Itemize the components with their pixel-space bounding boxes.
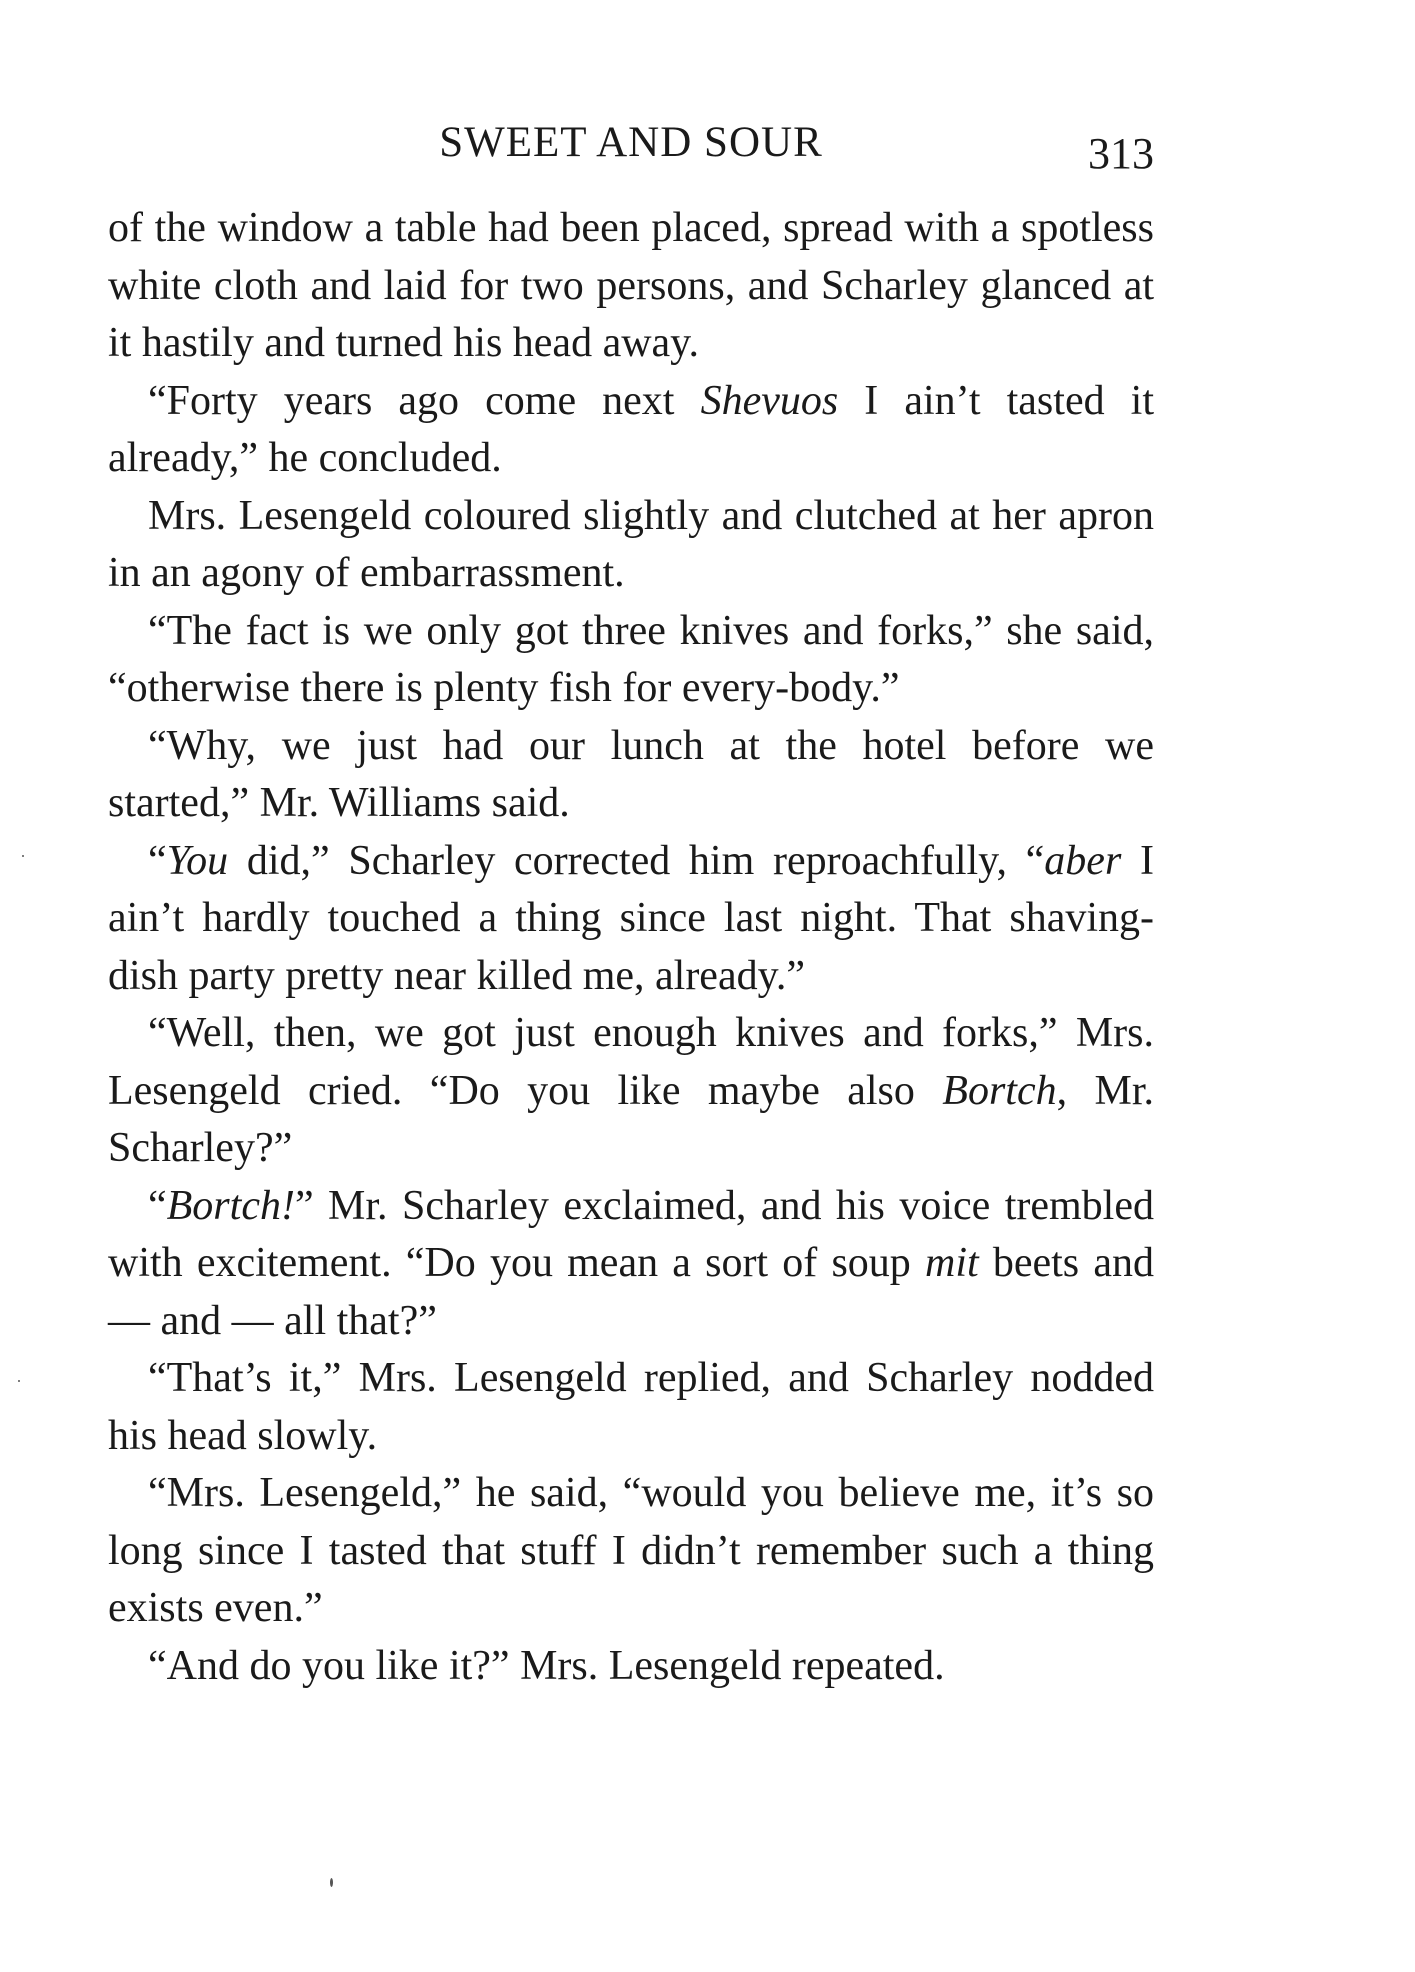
running-head: SWEET AND SOUR bbox=[439, 119, 823, 166]
print-speck bbox=[18, 1380, 20, 1382]
paragraph bbox=[108, 373, 1154, 488]
print-speck bbox=[330, 1878, 333, 1887]
paragraph bbox=[108, 1638, 1154, 1696]
italic-text: aber bbox=[1044, 837, 1122, 884]
text-run: of the window a table had been placed, spread with a spotless white cloth and laid for two persons, and Scharley glanced at it hastily and turned his head away. bbox=[108, 205, 1154, 366]
paragraph bbox=[108, 488, 1154, 603]
italic-text: Bortch! bbox=[166, 1182, 295, 1229]
paragraph bbox=[108, 833, 1154, 1006]
text-run: , Mr. Scharley?” bbox=[108, 1067, 1155, 1171]
text-run: ” Mr. Scharley exclaimed, and his voice trembled with excitement. “Do you mean a sort of soup bbox=[108, 1182, 1154, 1286]
text-run: “ bbox=[148, 1182, 167, 1229]
paragraph bbox=[108, 1350, 1154, 1465]
text-run: Mrs. Lesengeld coloured slightly and clutched at her apron in an agony of embarrassment. bbox=[108, 492, 1154, 596]
text-run: I ain’t hardly touched a thing since last night. That shaving-dish party pretty near killed me, already.” bbox=[108, 837, 1154, 999]
paragraph bbox=[108, 1465, 1154, 1638]
text-run: “The fact is we only got three knives and forks,” she said, “otherwise there is plenty fish for every-body.” bbox=[108, 607, 1154, 711]
text-run: did,” Scharley corrected him reproachfully, “ bbox=[228, 837, 1045, 884]
text-run: “Well, then, we got just enough knives and forks,” Mrs. Lesengeld cried. “Do you like maybe also bbox=[108, 1010, 1154, 1114]
print-speck bbox=[22, 855, 24, 857]
page-header bbox=[108, 118, 1154, 178]
text-run: “Why, we just had our lunch at the hotel before we started,” Mr. Williams said. bbox=[108, 722, 1154, 826]
paragraph bbox=[108, 718, 1154, 833]
text-run: “That’s it,” Mrs. Lesengeld replied, and Scharley nodded his head slowly. bbox=[108, 1355, 1154, 1459]
text-run: “Mrs. Lesengeld,” he said, “would you believe me, it’s so long since I tasted that stuff I didn’t remember such a thing exists even.” bbox=[108, 1470, 1154, 1631]
paragraph bbox=[108, 1178, 1154, 1351]
paragraph bbox=[108, 603, 1154, 718]
text-run: “ bbox=[148, 837, 167, 884]
body-text bbox=[108, 200, 1154, 1695]
text-run: “Forty years ago come next bbox=[148, 377, 701, 424]
text-run: I ain’t tasted it already,” he concluded. bbox=[108, 377, 1154, 481]
paragraph bbox=[108, 1005, 1154, 1178]
italic-text: Shevuos bbox=[700, 377, 839, 424]
italic-text: You bbox=[166, 837, 229, 884]
italic-text: mit bbox=[925, 1240, 979, 1286]
text-run: “And do you like it?” Mrs. Lesengeld repeated. bbox=[148, 1642, 945, 1689]
page-number: 313 bbox=[1088, 129, 1154, 178]
paragraph bbox=[108, 200, 1154, 373]
text-run: beets and — and — all that?” bbox=[108, 1240, 1154, 1344]
italic-text: Bortch bbox=[942, 1067, 1057, 1114]
